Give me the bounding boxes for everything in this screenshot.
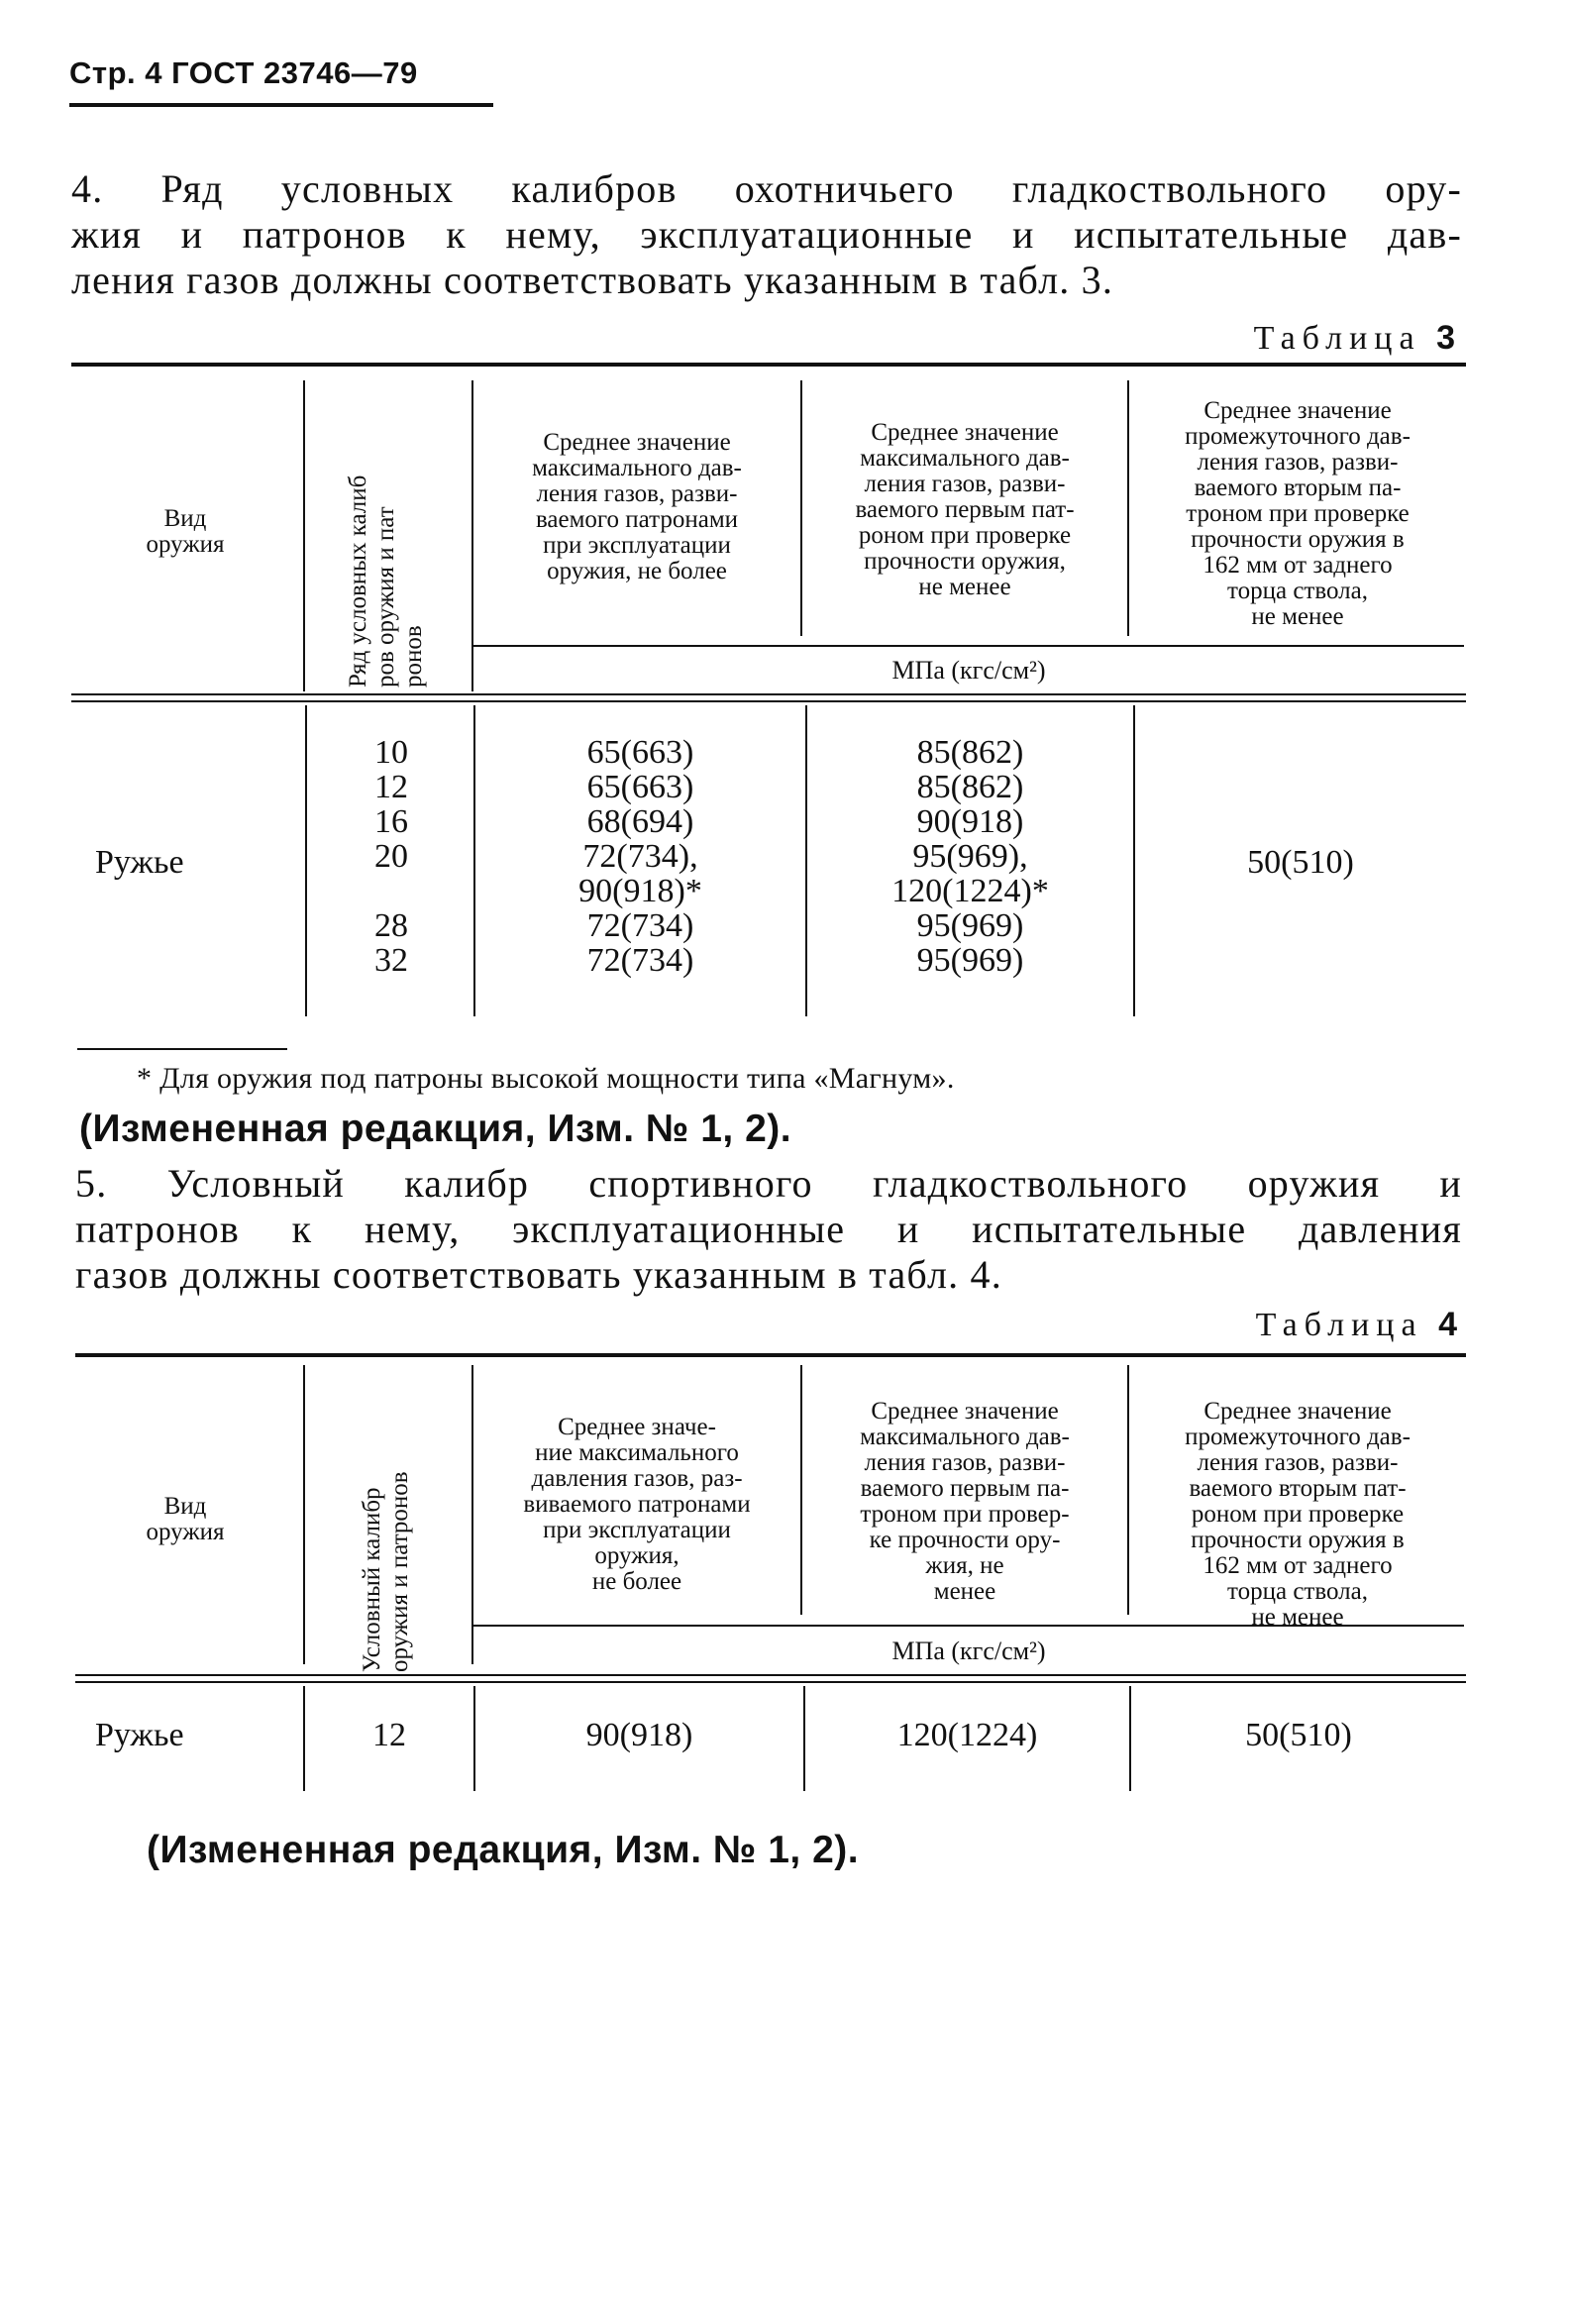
table-3-first-values (807, 735, 1133, 978)
header-line: оружия, не более (547, 558, 727, 584)
caliber-value (307, 874, 475, 908)
table-4-header-second (1129, 1399, 1466, 1631)
table-3-top-rule (71, 363, 1466, 367)
header-line: оружия, (594, 1542, 680, 1569)
pressure-value: 120(1224)* (891, 873, 1049, 909)
section-4-line: жия и патронов к нему, эксплуатационные и испытательные дав- (71, 212, 1462, 257)
amendment-note: (Измененная редакция, Изм. № 1, 2). (79, 1108, 792, 1150)
table-4-header-caliber (359, 1379, 414, 1672)
header-line: максимального дав- (860, 445, 1070, 472)
table-4-caption-number: 4 (1438, 1306, 1464, 1343)
table-3-avg-max-values (475, 735, 805, 978)
header-line: ваемого вторым па- (1194, 475, 1402, 501)
header-line: не более (591, 1568, 682, 1595)
table-3-header-series (345, 380, 428, 687)
header-line: Ряд условных калиб (345, 475, 371, 687)
header-line: Среднее значение (1203, 1398, 1392, 1425)
section-4-paragraph (71, 166, 1462, 303)
header-line: прочности оружия в (1191, 1527, 1405, 1553)
table-3-caption (1254, 319, 1462, 358)
header-line: Условный калибр (359, 1487, 385, 1672)
header-line: прочности оружия в (1191, 526, 1405, 553)
table-3-header-weapon (111, 506, 260, 558)
header-line: 162 мм от заднего (1203, 1552, 1393, 1579)
section-4-line: 4. Ряд условных калибров охотничьего гладкоствольного ору- (71, 166, 1462, 211)
pressure-value: 65(663) (586, 734, 694, 771)
table-4-caption-word: Таблица (1255, 1307, 1423, 1343)
header-line: ления газов, разви- (1197, 1449, 1399, 1476)
header-line: ления газов, разви- (536, 480, 738, 507)
header-line: ронов (400, 625, 427, 687)
pressure-value: 72(734) (586, 942, 694, 979)
table-3-units: МПа (кгс/см²) (891, 656, 1046, 685)
header-line: троном при провер- (860, 1501, 1070, 1528)
table-4-header-rule (75, 1674, 1466, 1676)
header-line: Среднее значение (543, 429, 731, 456)
table-4-first-value: 120(1224) (896, 1717, 1038, 1753)
table-4-header-weapon (111, 1494, 260, 1545)
table-3-header-rule (71, 693, 1466, 695)
header-line: торца ствола, (1227, 1578, 1368, 1605)
header-line: торца ствола, (1227, 578, 1368, 604)
footnote-rule (77, 1048, 287, 1050)
header-line: промежуточного дав- (1185, 423, 1411, 450)
table-3-vline (303, 380, 305, 691)
header-line: прочности оружия, (864, 548, 1066, 575)
pressure-value: 85(862) (916, 734, 1024, 771)
page-header: Стр. 4 ГОСТ 23746—79 (69, 55, 418, 90)
pressure-value: 68(694) (586, 803, 694, 840)
header-line: троном при проверке (1186, 500, 1410, 527)
header-line: жия, не (925, 1552, 1004, 1579)
table-3-header-first (802, 420, 1127, 600)
pressure-value: 85(862) (916, 769, 1024, 805)
table-3-units-rule (471, 645, 1464, 647)
header-line: Вид (163, 505, 207, 532)
section-4-line: ления газов должны соответствовать указанным в табл. 3. (71, 258, 1114, 302)
header-line: оружия (146, 1519, 225, 1545)
pressure-value: 65(663) (586, 769, 694, 805)
header-line: при эксплуатации (543, 532, 731, 559)
header-line: ваемого первым пат- (855, 496, 1075, 523)
pressure-value: 95(969), (912, 838, 1028, 875)
header-line: роном при проверке (858, 522, 1072, 549)
header-line: не менее (1251, 603, 1344, 630)
header-line: виваемого патронами (523, 1491, 751, 1518)
amendment-note-2: (Измененная редакция, Изм. № 1, 2). (147, 1829, 860, 1871)
header-line: менее (933, 1578, 996, 1605)
section-5-line: газов должны соответствовать указанным в табл. 4. (75, 1252, 1002, 1297)
header-line: ние максимального (535, 1439, 739, 1466)
header-line: не менее (918, 574, 1011, 600)
pressure-value: 90(918)* (578, 873, 702, 909)
caliber-value: 32 (374, 942, 408, 979)
header-line: Вид (163, 1493, 207, 1520)
table-3-weapon-cell: Ружье (95, 844, 184, 881)
header-line: максимального дав- (860, 1424, 1070, 1450)
caliber-value: 20 (374, 838, 408, 875)
table-4-header-rule (75, 1681, 1466, 1683)
header-line: давления газов, раз- (531, 1465, 743, 1492)
header-line: ваемого первым па- (860, 1475, 1070, 1502)
table-4-vline (303, 1365, 305, 1664)
table-3-header-second (1129, 398, 1466, 630)
header-line: 162 мм от заднего (1203, 552, 1393, 579)
header-line: Среднее значение (1203, 397, 1392, 424)
table-4-header-first (802, 1399, 1127, 1605)
header-line: Среднее значе- (558, 1414, 716, 1440)
table-4-weapon-cell: Ружье (95, 1717, 184, 1753)
header-rule (69, 103, 493, 107)
header-line: ке прочности ору- (869, 1527, 1061, 1553)
table-4-header-avg-max (473, 1415, 800, 1595)
header-line: не менее (1251, 1604, 1344, 1631)
header-line: Среднее значение (871, 1398, 1059, 1425)
table-4-top-rule (75, 1353, 1466, 1357)
header-line: ваемого патронами (535, 506, 739, 533)
table-3-second-value: 50(510) (1247, 844, 1354, 881)
header-line: оружия и патронов (386, 1471, 413, 1672)
header-line: максимального дав- (532, 455, 742, 481)
pressure-value: 90(918) (916, 803, 1024, 840)
header-line: оружия (146, 531, 225, 558)
caliber-value: 12 (374, 769, 408, 805)
header-line: при эксплуатации (543, 1517, 731, 1543)
pressure-value: 72(734), (582, 838, 698, 875)
caliber-value: 10 (374, 734, 408, 771)
caliber-value: 16 (374, 803, 408, 840)
header-line: промежуточного дав- (1185, 1424, 1411, 1450)
pressure-value: 95(969) (916, 942, 1024, 979)
header-line: Среднее значение (871, 419, 1059, 446)
table-4-caption (1256, 1306, 1464, 1344)
section-5-line: патронов к нему, эксплуатационные и испытательные давления (75, 1207, 1462, 1251)
header-line: роном при проверке (1191, 1501, 1405, 1528)
caliber-value: 28 (374, 907, 408, 944)
table-4-caliber-value: 12 (372, 1717, 406, 1753)
header-line: ваемого вторым пат- (1189, 1475, 1407, 1502)
section-5-paragraph (75, 1161, 1462, 1298)
section-5-line: 5. Условный калибр спортивного гладкоствольного оружия и (75, 1161, 1462, 1206)
table-3-calibers (307, 735, 475, 978)
table-4-second-value: 50(510) (1245, 1717, 1352, 1753)
table-4-units: МПа (кгс/см²) (891, 1637, 1046, 1665)
header-line: ления газов, разви- (1197, 449, 1399, 475)
pressure-value: 72(734) (586, 907, 694, 944)
table-3-caption-word: Таблица (1253, 320, 1421, 357)
table-4-avg-max-value: 90(918) (585, 1717, 693, 1753)
header-line: ров оружия и пат (372, 506, 399, 687)
table-3-header-rule (71, 700, 1466, 702)
pressure-value: 95(969) (916, 907, 1024, 944)
table-3-header-avg-max (473, 430, 800, 584)
table-3-caption-number: 3 (1436, 319, 1462, 357)
header-line: ления газов, разви- (864, 1449, 1066, 1476)
footnote: * Для оружия под патроны высокой мощности типа «Магнум». (137, 1062, 955, 1095)
header-line: ления газов, разви- (864, 471, 1066, 497)
